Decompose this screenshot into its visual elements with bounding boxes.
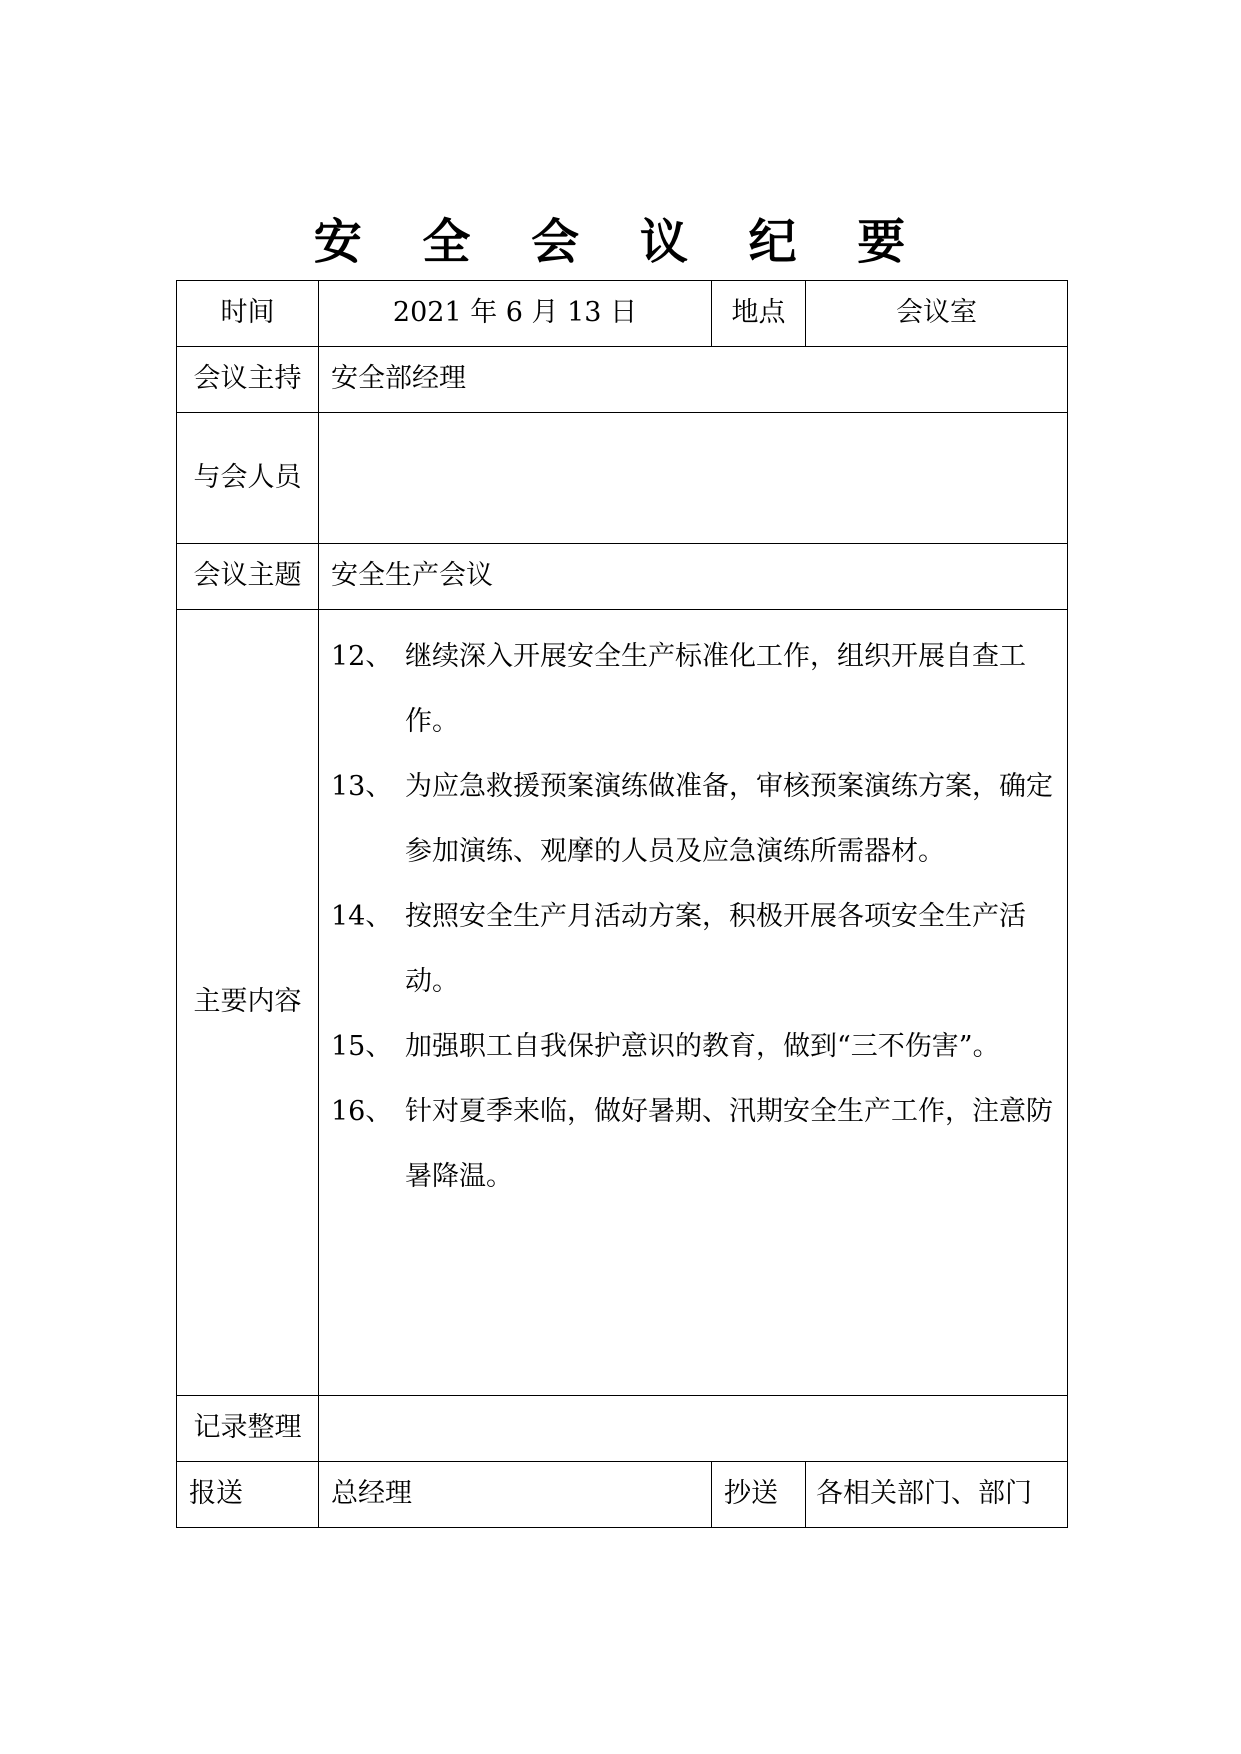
- attendees-value: [319, 413, 1068, 544]
- location-label: 地点: [712, 281, 806, 347]
- row-content: [177, 610, 1068, 1396]
- content-item: [331, 754, 1055, 884]
- row-host: [177, 347, 1068, 413]
- content-item-text: 针对夏季来临，做好暑期、汛期安全生产工作，注意防暑降温。: [405, 1096, 1053, 1192]
- location-value: 会议室: [806, 281, 1068, 347]
- report-to-label: 报送: [177, 1462, 319, 1528]
- content-item-text: 加强职工自我保护意识的教育，做到“三不伤害”。: [405, 1031, 1000, 1062]
- content-item-number: 14、: [331, 901, 393, 932]
- recorder-label: 记录整理: [177, 1396, 319, 1462]
- content-item: [331, 1014, 1055, 1079]
- row-recorder: [177, 1396, 1068, 1462]
- content-item: [331, 624, 1055, 754]
- content-item-text: 按照安全生产月活动方案，积极开展各项安全生产活动。: [405, 901, 1026, 997]
- minutes-table: [176, 280, 1068, 1528]
- row-time-location: [177, 281, 1068, 347]
- time-label: 时间: [177, 281, 319, 347]
- document-title: 安 全 会 议 纪 要: [313, 214, 928, 270]
- content-item-text: 继续深入开展安全生产标准化工作，组织开展自查工作。: [405, 641, 1026, 737]
- row-topic: [177, 544, 1068, 610]
- time-value: 2021 年 6 月 13 日: [319, 281, 712, 347]
- row-attendees: [177, 413, 1068, 544]
- content-cell: [319, 610, 1068, 1396]
- cc-label: 抄送: [712, 1462, 806, 1528]
- content-item: [331, 1079, 1055, 1209]
- host-value: 安全部经理: [319, 347, 1068, 413]
- recorder-value: [319, 1396, 1068, 1462]
- report-to-value: 总经理: [319, 1462, 712, 1528]
- attendees-label: 与会人员: [177, 413, 319, 544]
- content-list: [331, 610, 1055, 1209]
- content-item: [331, 884, 1055, 1014]
- content-item-number: 12、: [331, 641, 393, 672]
- content-label: 主要内容: [177, 610, 319, 1396]
- topic-label: 会议主题: [177, 544, 319, 610]
- content-item-number: 15、: [331, 1031, 393, 1062]
- topic-value: 安全生产会议: [319, 544, 1068, 610]
- row-distribution: [177, 1462, 1068, 1528]
- content-item-text: 为应急救援预案演练做准备，审核预案演练方案，确定参加演练、观摩的人员及应急演练所需器材。: [405, 771, 1053, 867]
- content-item-number: 16、: [331, 1096, 393, 1127]
- content-item-number: 13、: [331, 771, 393, 802]
- cc-value: 各相关部门、部门: [806, 1462, 1068, 1528]
- host-label: 会议主持: [177, 347, 319, 413]
